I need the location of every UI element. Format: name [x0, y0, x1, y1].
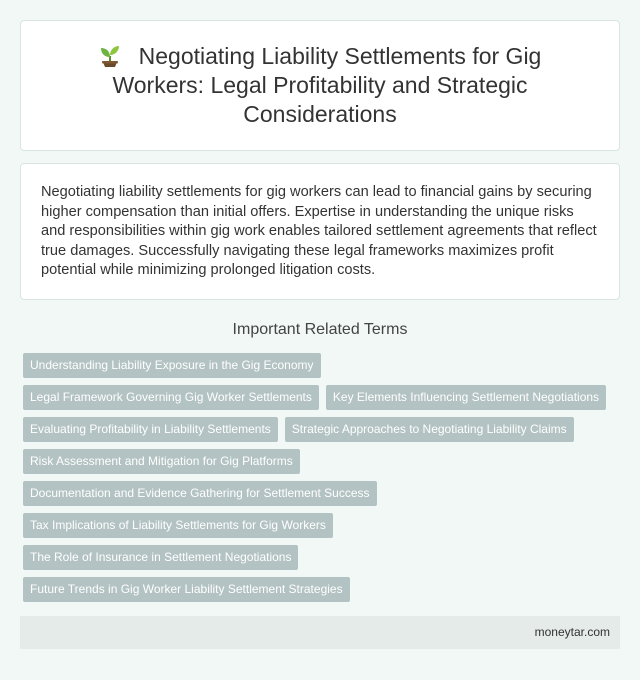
summary-card [20, 163, 620, 300]
related-term-tag[interactable]: Future Trends in Gig Worker Liability Settlement Strategies [23, 577, 350, 602]
page-title-text: Negotiating Liability Settlements for Gig Workers: Legal Profitability and Strategic Considerations [112, 43, 542, 127]
summary-text: Negotiating liability settlements for gig workers can lead to financial gains by securing higher compensation than initial offers. Expertise in understanding the unique risks and responsibilities within gig work enables tailored settlement agreements that reflect true damages. Successfully navigating these legal frameworks maximizes profit potential while minimizing prolonged litigation costs. [41, 184, 597, 279]
page-title [61, 42, 579, 129]
tag-row [23, 449, 623, 474]
footer [20, 616, 620, 649]
tag-row [23, 481, 623, 506]
tag-row [23, 513, 623, 538]
title-card [20, 20, 620, 151]
related-term-tag[interactable]: Understanding Liability Exposure in the Gig Economy [23, 353, 321, 378]
related-term-tag[interactable]: Key Elements Influencing Settlement Negotiations [326, 385, 606, 410]
related-term-tag[interactable]: Documentation and Evidence Gathering for Settlement Success [23, 481, 377, 506]
sprout-icon [99, 43, 121, 67]
related-terms-list [23, 353, 623, 609]
related-term-tag[interactable]: The Role of Insurance in Settlement Negotiations [23, 545, 298, 570]
tag-row [23, 545, 623, 570]
related-term-tag[interactable]: Strategic Approaches to Negotiating Liability Claims [285, 417, 574, 442]
tag-row [23, 353, 623, 378]
related-term-tag[interactable]: Tax Implications of Liability Settlements for Gig Workers [23, 513, 333, 538]
site-name[interactable]: moneytar.com [534, 625, 610, 639]
related-term-tag[interactable]: Evaluating Profitability in Liability Settlements [23, 417, 278, 442]
tag-row [23, 577, 623, 602]
related-term-tag[interactable]: Risk Assessment and Mitigation for Gig Platforms [23, 449, 300, 474]
tag-row [23, 417, 623, 442]
related-term-tag[interactable]: Legal Framework Governing Gig Worker Settlements [23, 385, 319, 410]
related-terms-heading: Important Related Terms [232, 321, 408, 338]
tag-row [23, 385, 623, 410]
